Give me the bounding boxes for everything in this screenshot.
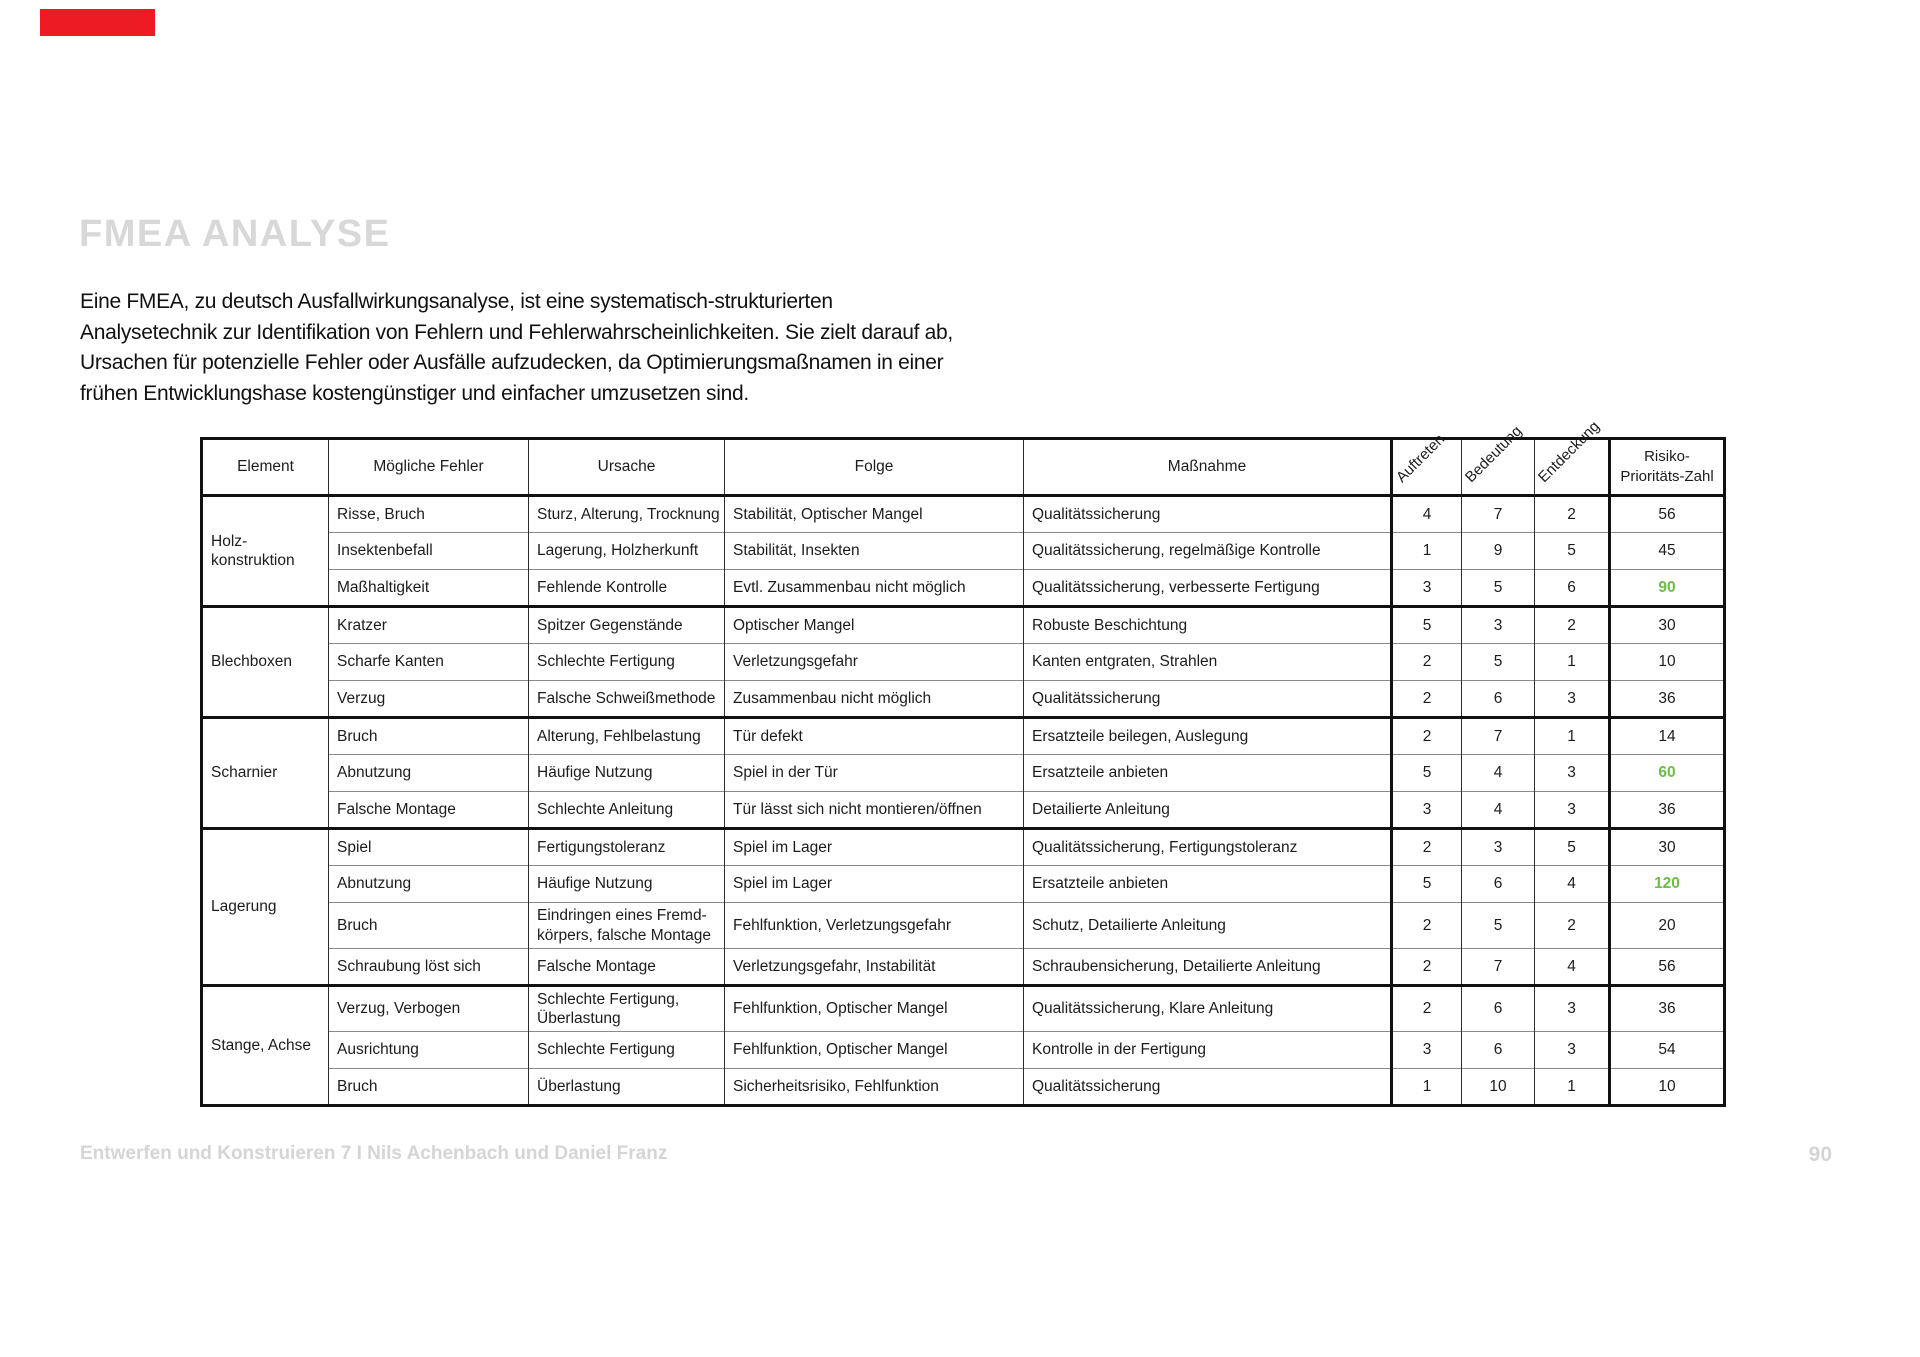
cell-ursache: Überlastung	[529, 1069, 725, 1106]
cell-entdeckung: 6	[1535, 570, 1610, 607]
cell-risiko-prioritaets-zahl: 54	[1610, 1032, 1725, 1069]
cell-entdeckung: 1	[1535, 644, 1610, 681]
rotated-label-bedeutung: Bedeutung	[1461, 422, 1526, 486]
cell-moegliche-fehler: Risse, Bruch	[329, 496, 529, 533]
table-row	[202, 903, 1725, 949]
cell-folge: Verletzungsgefahr, Instabilität	[725, 949, 1024, 986]
cell-entdeckung: 2	[1535, 903, 1610, 949]
cell-moegliche-fehler: Schraubung löst sich	[329, 949, 529, 986]
cell-folge: Sicherheitsrisiko, Fehlfunktion	[725, 1069, 1024, 1106]
cell-ursache: Häufige Nutzung	[529, 755, 725, 792]
cell-folge: Stabilität, Optischer Mangel	[725, 496, 1024, 533]
cell-entdeckung: 4	[1535, 949, 1610, 986]
table-row	[202, 866, 1725, 903]
table-row	[202, 570, 1725, 607]
cell-folge: Tür lässt sich nicht montieren/öffnen	[725, 792, 1024, 829]
cell-massnahme: Qualitätssicherung, verbesserte Fertigung	[1024, 570, 1392, 607]
cell-bedeutung: 4	[1462, 755, 1535, 792]
cell-bedeutung: 3	[1462, 829, 1535, 866]
cell-entdeckung: 2	[1535, 496, 1610, 533]
table-row	[202, 533, 1725, 570]
fmea-table-body	[202, 496, 1725, 1106]
cell-ursache: Eindringen eines Fremd-körpers, falsche Montage	[529, 903, 725, 949]
cell-bedeutung: 9	[1462, 533, 1535, 570]
cell-auftreten: 3	[1392, 792, 1462, 829]
cell-risiko-prioritaets-zahl: 120	[1610, 866, 1725, 903]
cell-entdeckung: 2	[1535, 607, 1610, 644]
cell-bedeutung: 7	[1462, 496, 1535, 533]
cell-bedeutung: 3	[1462, 607, 1535, 644]
cell-auftreten: 2	[1392, 681, 1462, 718]
cell-ursache: Fertigungstoleranz	[529, 829, 725, 866]
cell-auftreten: 2	[1392, 829, 1462, 866]
element-cell: Blechboxen	[202, 607, 329, 718]
table-row	[202, 829, 1725, 866]
intro-line-2: Analysetechnik zur Identifikation von Fehlern und Fehlerwahrscheinlichkeiten. Sie zielt darauf ab,	[80, 320, 953, 344]
cell-auftreten: 1	[1392, 1069, 1462, 1106]
cell-entdeckung: 3	[1535, 1032, 1610, 1069]
cell-folge: Verletzungsgefahr	[725, 644, 1024, 681]
cell-massnahme: Schraubensicherung, Detailierte Anleitung	[1024, 949, 1392, 986]
cell-risiko-prioritaets-zahl: 56	[1610, 949, 1725, 986]
table-row	[202, 718, 1725, 755]
cell-risiko-prioritaets-zahl: 10	[1610, 644, 1725, 681]
cell-auftreten: 5	[1392, 866, 1462, 903]
cell-folge: Stabilität, Insekten	[725, 533, 1024, 570]
cell-ursache: Falsche Montage	[529, 949, 725, 986]
intro-line-1: Eine FMEA, zu deutsch Ausfallwirkungsanalyse, ist eine systematisch-strukturierten	[80, 290, 833, 313]
cell-moegliche-fehler: Spiel	[329, 829, 529, 866]
cell-auftreten: 1	[1392, 533, 1462, 570]
fmea-table	[200, 417, 1726, 1107]
cell-folge: Optischer Mangel	[725, 607, 1024, 644]
cell-moegliche-fehler: Maßhaltigkeit	[329, 570, 529, 607]
cell-moegliche-fehler: Abnutzung	[329, 866, 529, 903]
cell-massnahme: Qualitätssicherung	[1024, 496, 1392, 533]
table-row	[202, 607, 1725, 644]
cell-risiko-prioritaets-zahl: 56	[1610, 496, 1725, 533]
cell-folge: Tür defekt	[725, 718, 1024, 755]
cell-auftreten: 2	[1392, 986, 1462, 1032]
cell-ursache: Schlechte Fertigung	[529, 1032, 725, 1069]
cell-entdeckung: 3	[1535, 986, 1610, 1032]
cell-massnahme: Ersatzteile beilegen, Auslegung	[1024, 718, 1392, 755]
cell-moegliche-fehler: Verzug	[329, 681, 529, 718]
element-cell: Scharnier	[202, 718, 329, 829]
cell-risiko-prioritaets-zahl: 60	[1610, 755, 1725, 792]
cell-ursache: Schlechte Fertigung	[529, 644, 725, 681]
cell-massnahme: Qualitätssicherung, Klare Anleitung	[1024, 986, 1392, 1032]
element-cell: Lagerung	[202, 829, 329, 986]
column-header-folge: Folge	[725, 439, 1024, 496]
table-row	[202, 792, 1725, 829]
table-row	[202, 1069, 1725, 1106]
cell-folge: Fehlfunktion, Optischer Mangel	[725, 1032, 1024, 1069]
cell-massnahme: Qualitätssicherung	[1024, 681, 1392, 718]
cell-massnahme: Ersatzteile anbieten	[1024, 866, 1392, 903]
table-row	[202, 986, 1725, 1032]
table-row	[202, 1032, 1725, 1069]
cell-bedeutung: 7	[1462, 949, 1535, 986]
table-row	[202, 755, 1725, 792]
cell-bedeutung: 6	[1462, 681, 1535, 718]
cell-moegliche-fehler: Insektenbefall	[329, 533, 529, 570]
cell-auftreten: 3	[1392, 570, 1462, 607]
cell-auftreten: 2	[1392, 718, 1462, 755]
cell-folge: Spiel in der Tür	[725, 755, 1024, 792]
cell-massnahme: Kontrolle in der Fertigung	[1024, 1032, 1392, 1069]
cell-bedeutung: 6	[1462, 986, 1535, 1032]
page-number: 90	[1808, 1143, 1832, 1166]
cell-auftreten: 5	[1392, 755, 1462, 792]
cell-moegliche-fehler: Bruch	[329, 1069, 529, 1106]
cell-auftreten: 2	[1392, 903, 1462, 949]
cell-ursache: Alterung, Fehlbelastung	[529, 718, 725, 755]
page-title: FMEA ANALYSE	[79, 213, 391, 255]
column-header-auftreten	[1392, 430, 1462, 496]
column-header-moegliche-fehler: Mögliche Fehler	[329, 439, 529, 496]
cell-massnahme: Schutz, Detailierte Anleitung	[1024, 903, 1392, 949]
cell-moegliche-fehler: Scharfe Kanten	[329, 644, 529, 681]
cell-folge: Spiel im Lager	[725, 829, 1024, 866]
cell-moegliche-fehler: Abnutzung	[329, 755, 529, 792]
table-row	[202, 949, 1725, 986]
cell-folge: Zusammenbau nicht möglich	[725, 681, 1024, 718]
cell-auftreten: 4	[1392, 496, 1462, 533]
cell-entdeckung: 3	[1535, 755, 1610, 792]
cell-auftreten: 2	[1392, 644, 1462, 681]
header-row	[202, 439, 1725, 496]
intro-line-4: frühen Entwicklungshase kostengünstiger und einfacher umzusetzen sind.	[80, 382, 749, 406]
cell-bedeutung: 5	[1462, 570, 1535, 607]
cell-entdeckung: 3	[1535, 681, 1610, 718]
cell-folge: Fehlfunktion, Optischer Mangel	[725, 986, 1024, 1032]
element-cell: Stange, Achse	[202, 986, 329, 1106]
footer-credit: Entwerfen und Konstruieren 7 I Nils Achenbach und Daniel Franz	[80, 1143, 668, 1164]
table-row	[202, 496, 1725, 533]
cell-entdeckung: 3	[1535, 792, 1610, 829]
cell-auftreten: 2	[1392, 949, 1462, 986]
column-header-massnahme: Maßnahme	[1024, 439, 1392, 496]
cell-bedeutung: 5	[1462, 903, 1535, 949]
cell-ursache: Fehlende Kontrolle	[529, 570, 725, 607]
cell-risiko-prioritaets-zahl: 30	[1610, 607, 1725, 644]
cell-ursache: Falsche Schweißmethode	[529, 681, 725, 718]
table-row	[202, 681, 1725, 718]
column-header-ursache: Ursache	[529, 439, 725, 496]
cell-moegliche-fehler: Verzug, Verbogen	[329, 986, 529, 1032]
cell-risiko-prioritaets-zahl: 36	[1610, 792, 1725, 829]
cell-massnahme: Qualitätssicherung, regelmäßige Kontrolle	[1024, 533, 1392, 570]
cell-folge: Fehlfunktion, Verletzungsgefahr	[725, 903, 1024, 949]
cell-risiko-prioritaets-zahl: 36	[1610, 681, 1725, 718]
cell-risiko-prioritaets-zahl: 14	[1610, 718, 1725, 755]
cell-ursache: Schlechte Fertigung, Überlastung	[529, 986, 725, 1032]
cell-risiko-prioritaets-zahl: 30	[1610, 829, 1725, 866]
cell-risiko-prioritaets-zahl: 20	[1610, 903, 1725, 949]
cell-massnahme: Ersatzteile anbieten	[1024, 755, 1392, 792]
cell-risiko-prioritaets-zahl: 90	[1610, 570, 1725, 607]
element-cell: Holz-konstruktion	[202, 496, 329, 607]
cell-massnahme: Robuste Beschichtung	[1024, 607, 1392, 644]
intro-paragraph	[80, 287, 953, 410]
cell-folge: Spiel im Lager	[725, 866, 1024, 903]
rotated-label-entdeckung: Entdeckung	[1534, 417, 1604, 486]
cell-folge: Evtl. Zusammenbau nicht möglich	[725, 570, 1024, 607]
cell-ursache: Schlechte Anleitung	[529, 792, 725, 829]
cell-massnahme: Detailierte Anleitung	[1024, 792, 1392, 829]
cell-ursache: Häufige Nutzung	[529, 866, 725, 903]
cell-entdeckung: 5	[1535, 533, 1610, 570]
cell-risiko-prioritaets-zahl: 10	[1610, 1069, 1725, 1106]
table-row	[202, 644, 1725, 681]
cell-moegliche-fehler: Falsche Montage	[329, 792, 529, 829]
cell-entdeckung: 4	[1535, 866, 1610, 903]
cell-bedeutung: 6	[1462, 1032, 1535, 1069]
cell-bedeutung: 7	[1462, 718, 1535, 755]
cell-entdeckung: 5	[1535, 829, 1610, 866]
rpz-header-line1: Risiko-	[1644, 447, 1690, 465]
rpz-header-line2: Prioritäts-Zahl	[1620, 468, 1714, 485]
cell-ursache: Sturz, Alterung, Trocknung	[529, 496, 725, 533]
cell-ursache: Lagerung, Holzherkunft	[529, 533, 725, 570]
cell-massnahme: Qualitätssicherung, Fertigungstoleranz	[1024, 829, 1392, 866]
cell-ursache: Spitzer Gegenstände	[529, 607, 725, 644]
cell-risiko-prioritaets-zahl: 45	[1610, 533, 1725, 570]
cell-auftreten: 3	[1392, 1032, 1462, 1069]
cell-bedeutung: 6	[1462, 866, 1535, 903]
cell-bedeutung: 5	[1462, 644, 1535, 681]
column-header-entdeckung	[1534, 417, 1610, 496]
cell-moegliche-fehler: Ausrichtung	[329, 1032, 529, 1069]
rotated-label-auftreten: Auftreten	[1392, 430, 1449, 486]
cell-moegliche-fehler: Bruch	[329, 718, 529, 755]
cell-moegliche-fehler: Bruch	[329, 903, 529, 949]
red-accent-bar	[40, 9, 155, 36]
cell-entdeckung: 1	[1535, 1069, 1610, 1106]
cell-massnahme: Kanten entgraten, Strahlen	[1024, 644, 1392, 681]
cell-auftreten: 5	[1392, 607, 1462, 644]
cell-bedeutung: 10	[1462, 1069, 1535, 1106]
cell-massnahme: Qualitätssicherung	[1024, 1069, 1392, 1106]
column-header-element: Element	[202, 439, 329, 496]
intro-line-3: Ursachen für potenzielle Fehler oder Ausfälle aufzudecken, da Optimierungsmaßnamen in einer	[80, 351, 944, 375]
cell-bedeutung: 4	[1462, 792, 1535, 829]
cell-entdeckung: 1	[1535, 718, 1610, 755]
column-header-bedeutung	[1461, 422, 1535, 496]
cell-moegliche-fehler: Kratzer	[329, 607, 529, 644]
cell-risiko-prioritaets-zahl: 36	[1610, 986, 1725, 1032]
column-header-risiko-prioritaets-zahl	[1610, 439, 1725, 496]
